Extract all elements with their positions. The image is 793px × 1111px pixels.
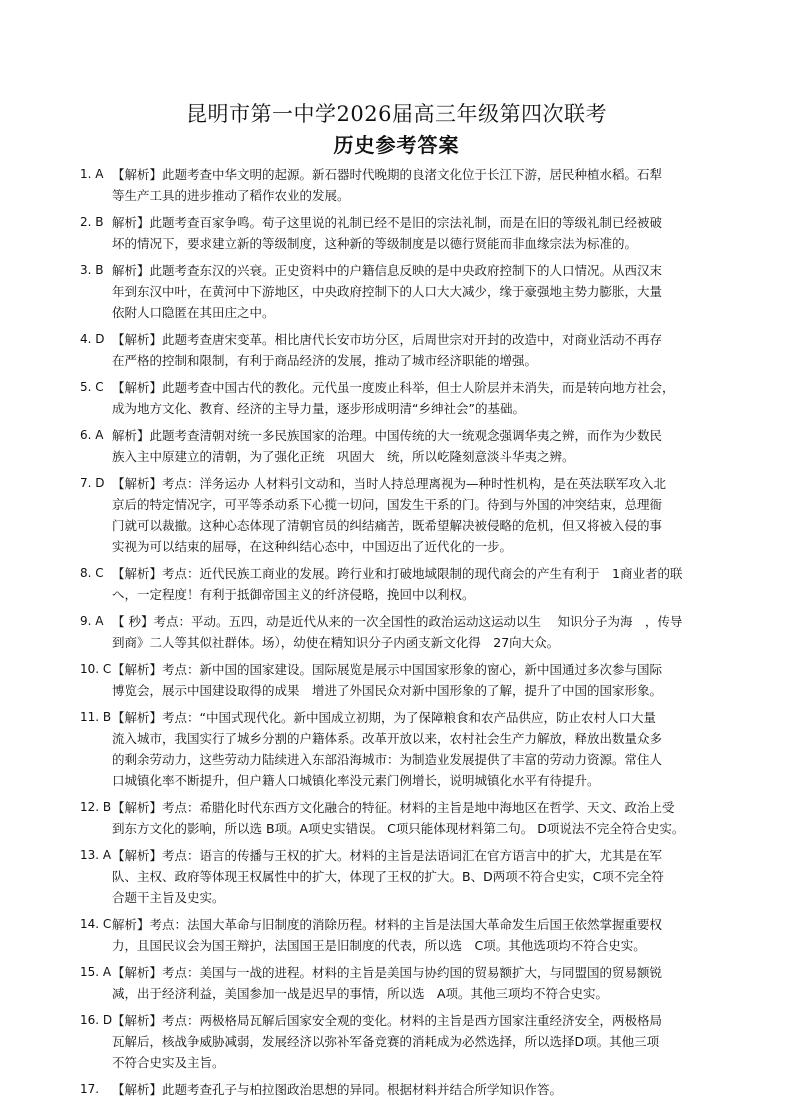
answer-number: 12. B <box>80 800 112 814</box>
answer-text-line: 解析】此题考查百家争鸣。荀子这里说的礼制已经不是旧的宗法礼制，而是在旧的等级礼制已经被破 <box>112 215 663 230</box>
answer-text-line: 队、主权、政府等体现王权属性中的扩大，体现了王权的扩大。B、D两项不符合史实，C项不完全符 <box>112 869 664 884</box>
answer-text-line: 【 秒】考点：平动。五四，动是近代从来的一次全国性的政治运动这运动以生 知识分子为海 ，传导 <box>112 614 683 629</box>
answer-item <box>80 563 720 605</box>
answer-text-line: 力，且国民议会为国王辩护，法国国王是旧制度的代表，所以选 C项。其他选项均不符合史实。 <box>112 938 646 953</box>
answer-text-line: 【解析】考点：语言的传播与王权的扩大。材料的主旨是法语词汇在官方语言中的扩大，尤其是在军 <box>112 848 663 863</box>
answer-number: 5. C <box>80 380 104 394</box>
answer-text-line: 合题干主旨及史实。 <box>112 890 225 905</box>
answer-text-line: 依附人口隐匿在其田庄之中。 <box>112 305 275 320</box>
answer-item <box>80 659 720 701</box>
answer-text-line: 【解析】此题考查中国古代的教化。元代虽一度废止科举，但士人阶层并未消失，而是转向地方社会， <box>112 380 675 395</box>
answer-list <box>80 164 720 1106</box>
answer-text-line: 坏的情况下，要求建立新的等级制度，这种新的等级制度是以德行贤能而非血缘宗法为标准的。 <box>112 236 638 251</box>
answer-text-line: 【解析】考点：近代民族工商业的发展。跨行业和打破地域限制的现代商会的产生有利于 1商业者的联 <box>112 566 683 581</box>
answer-number: 13. A <box>80 848 112 862</box>
answer-item <box>80 212 720 254</box>
answer-text-line: 博览会，展示中国建设取得的成果 增进了外国民众对新中国形象的了解，提升了中国的国家形象。 <box>112 683 663 698</box>
answer-text-line: 流入城市，我国实行了城乡分割的户籍体系。改革开放以来，农村社会生产力解放，释放出数量众多 <box>112 731 663 746</box>
answer-number: 3. B <box>80 263 104 277</box>
answer-item <box>80 1079 720 1100</box>
answer-item <box>80 707 720 791</box>
answer-text-line: 【解析】考点：新中国的国家建设。国际展览是展示中国国家形象的窗心，新中国通过多次参与国际 <box>112 662 663 677</box>
answer-text-line: 在严格的控制和限制，有利于商品经济的发展，推动了城市经济职能的增强。 <box>112 353 538 368</box>
answer-text-line: 的剩余劳动力，这些劳动力陆续进入东部沿海城市：为制造业发展提供了丰富的劳动力资源。常住人 <box>112 752 663 767</box>
answer-text-line: 减，出于经济利益，美国参加一战是迟早的事情，所以选 A项。其他三项均不符合史实。 <box>112 986 609 1001</box>
answer-number: 9. A <box>80 614 104 628</box>
answer-text-line: 解析】考点：法国大革命与旧制度的消除历程。材料的主旨是法国大革命发生后国王依然掌握重要权 <box>112 917 663 932</box>
answer-item <box>80 473 720 557</box>
answer-number: 10. C <box>80 662 112 676</box>
answer-number: 4. D <box>80 332 105 346</box>
answer-number: 16. D <box>80 1013 113 1027</box>
answer-text-line: 【解析】考点：希腊化时代东西方文化融合的特征。材料的主旨是地中海地区在哲学、天文、政治上受 <box>112 800 675 815</box>
answer-item <box>80 962 720 1004</box>
answer-item <box>80 164 720 206</box>
answer-text-line: 解析】此题考查清朝对统一多民族国家的治理。中国传统的大一统观念强调华夷之辨，而作为少数民 <box>112 428 663 443</box>
answer-text-line: 【解析】此题考查中华文明的起源。新石器时代晚期的良渚文化位于长江下游，居民种植水稻。石犁 <box>112 167 663 182</box>
answer-item <box>80 1010 720 1073</box>
answer-text-line: 【解析】考点：美国与一战的进程。材料的主旨是美国与协约国的贸易额扩大，与同盟国的贸易额锐 <box>112 965 663 980</box>
answer-number: 7. D <box>80 476 105 490</box>
answer-text-line: 【解析】此题考查孔子与柏拉图政治思想的异同。根据材料并结合所学知识作答。 <box>112 1082 563 1097</box>
answer-text-line: 等生产工具的进步推动了稻作农业的发展。 <box>112 188 350 203</box>
answer-item <box>80 260 720 323</box>
answer-text-line: 成为地方文化、教育、经济的主导力量，逐步形成明清“乡绅社会”的基础。 <box>112 401 525 416</box>
answer-text-line: 解析】此题考查东汉的兴衰。正史资料中的户籍信息反映的是中央政府控制下的人口情况。从西汉末 <box>112 263 663 278</box>
answer-number: 8. C <box>80 566 104 580</box>
answer-number: 6. A <box>80 428 104 442</box>
exam-title: 昆明市第一中学2026届高三年级第四次联考 <box>186 102 607 126</box>
answer-number: 15. A <box>80 965 112 979</box>
answer-number: 14. C <box>80 917 112 931</box>
answer-text-line: 【解析】考点：“中国式现代化。新中国成立初期，为了保障粮食和农产品供应，防止农村人口大量 <box>112 710 656 725</box>
answer-number: 17. <box>80 1082 100 1096</box>
answer-text-line: 【解析】此题考查唐宋变革。相比唐代长安市坊分区，后周世宗对开封的改造中，对商业活动不再存 <box>112 332 663 347</box>
answer-text-line: 【解析】考点：两极格局瓦解后国家安全观的变化。材料的主旨是西方国家注重经济安全，两极格局 <box>112 1013 663 1028</box>
answer-item <box>80 797 720 839</box>
document-subtitle: 历史参考答案 <box>333 133 460 157</box>
answer-item <box>80 611 720 653</box>
answer-item <box>80 845 720 908</box>
answer-text-line: 门就可以裁撤。这种心态体现了清朝官员的纠结痛苦，既希望解决被侵略的危机，但又将被入侵的事 <box>112 518 663 533</box>
answer-text-line: 瓦解后，核战争威胁减弱，发展经济以弥补军备竞赛的消耗成为必然选择，所以选择D项。其他三项 <box>112 1034 660 1049</box>
answer-text-line: 京后的特定情况字，可平等杀动系下心揽一切问，国发生干系的门。待到与外国的冲突结束，总理衙 <box>112 497 663 512</box>
answer-text-line: 到商》二人等其似社群体。场），幼使在精知识分子内函支新文化得 27向大众。 <box>112 635 560 650</box>
answer-text-line: 不符合史实及主旨。 <box>112 1055 225 1070</box>
answer-text-line: 实视为可以结束的屈辱，在这种纠结心态中，中国迈出了近代化的一步。 <box>112 539 513 554</box>
answer-text-line: 族入主中原建立的清朝，为了强化正统 巩固大 统，所以屹隆刻意淡斗华夷之辨。 <box>112 449 575 464</box>
answer-item <box>80 425 720 467</box>
answer-number: 1. A <box>80 167 104 181</box>
answer-text-line: 口城镇化率不断提升，但户籍人口城镇化率没元素门例增长，说明城镇化水平有待提升。 <box>112 773 600 788</box>
answer-item <box>80 914 720 956</box>
answer-number: 2. B <box>80 215 104 229</box>
answer-text-line: 【解析】考点：洋务运办 人材料引文动和，当时人持总理离视为—种时性机构，是在英法联军攻入北 <box>112 476 666 491</box>
answer-text-line: 到东方文化的影响，所以选 B项。A项史实错误。 C项只能体现材料第二句。 D项说法不完全符合史实。 <box>112 821 685 836</box>
answer-item <box>80 377 720 419</box>
answer-text-line: へ，一定程度！有利于抵御帝国主义的纤济侵略，挽回中以利权。 <box>112 587 475 602</box>
answer-item <box>80 329 720 371</box>
answer-number: 11. B <box>80 710 112 724</box>
answer-text-line: 年到东汉中叶，在黄河中下游地区，中央政府控制下的人口大大减少，缘于豪强地主势力膨胀，大量 <box>112 284 663 299</box>
